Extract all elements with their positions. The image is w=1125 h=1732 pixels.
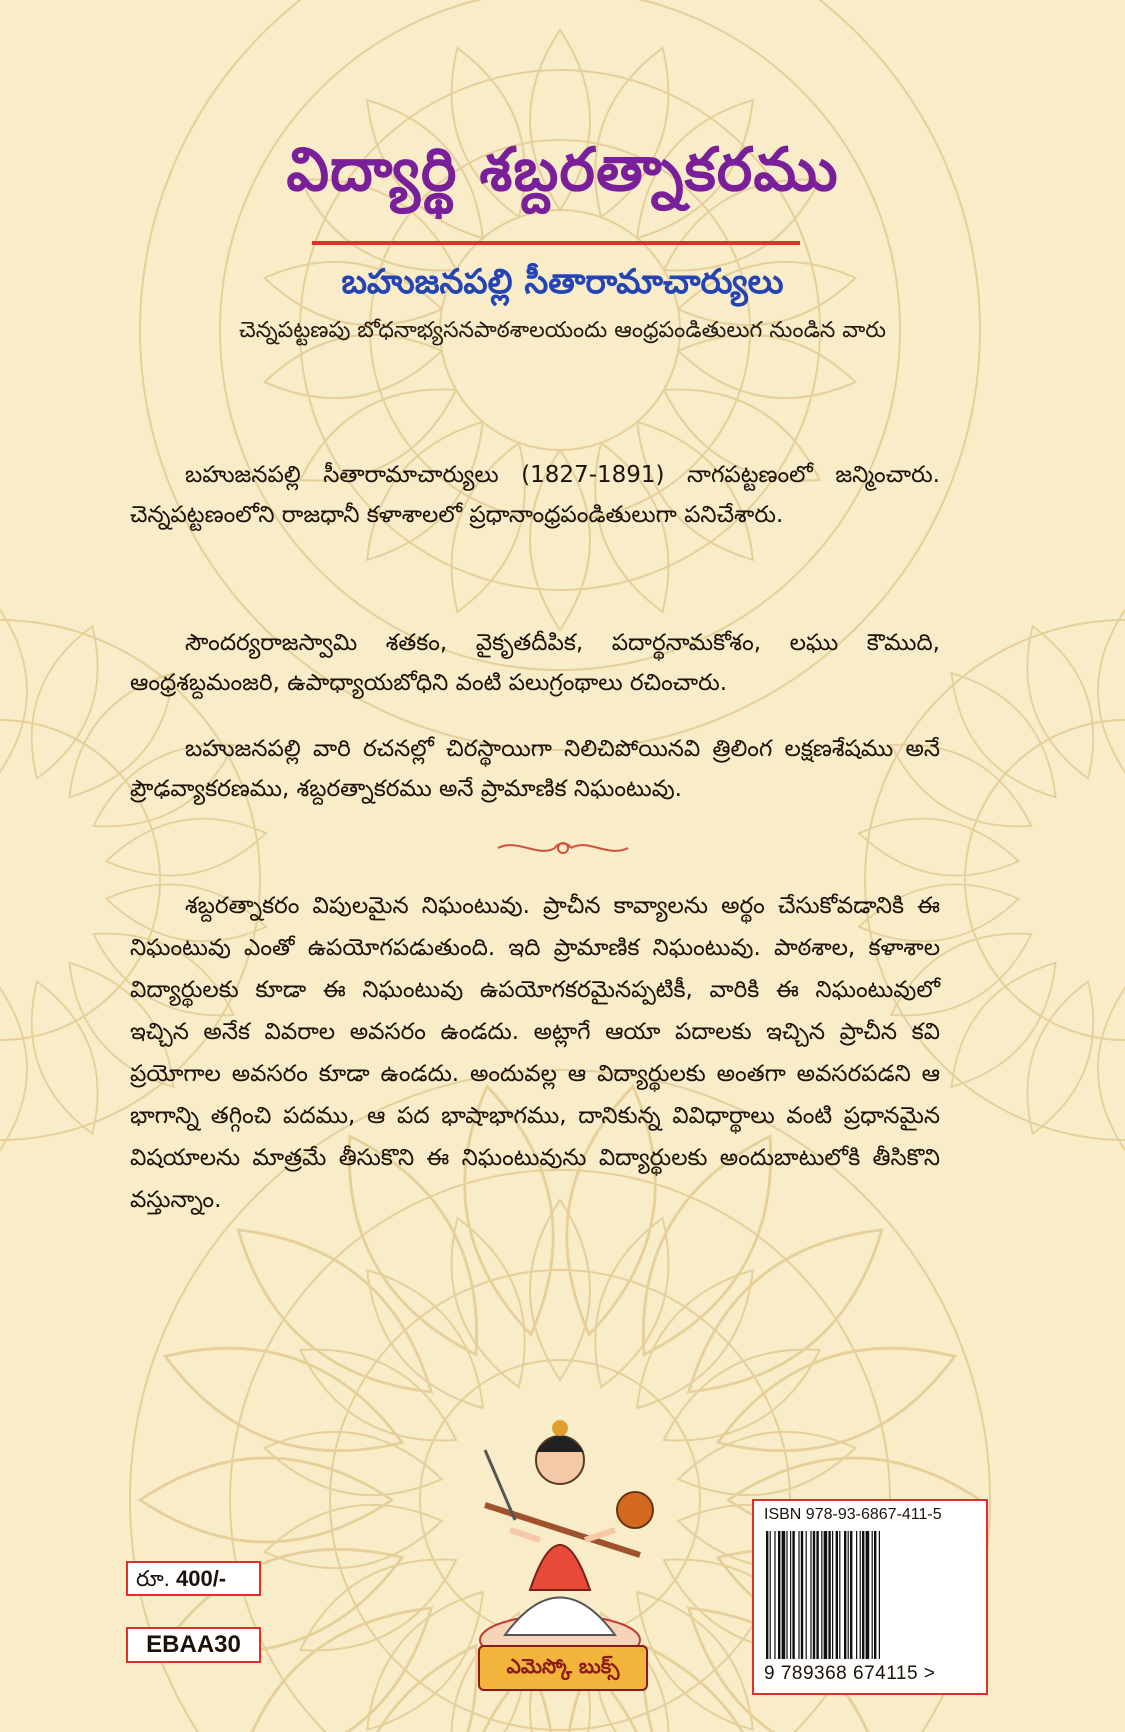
barcode-bar xyxy=(766,1531,768,1659)
barcode-bar xyxy=(770,1531,771,1659)
barcode-bar xyxy=(836,1531,838,1659)
barcode-bar xyxy=(862,1531,864,1659)
barcode-bar xyxy=(801,1531,803,1659)
barcode-bar xyxy=(786,1531,787,1659)
author-subtitle: చెన్నపట్టణపు బోధనాభ్యసనపాఠశాలయందు ఆంధ్రపండితులుగ నుండిన వారు xyxy=(238,318,886,343)
bio-text: బహుజనపల్లి సీతారామాచార్యులు (1827-1891) నాగపట్టణంలో జన్మించారు. చెన్నపట్టణంలోని రాజధానీ కళాశాలలో ప్రధానాంధ్రపండితులుగా పనిచేశారు. xyxy=(130,462,940,528)
barcode-bar xyxy=(816,1531,818,1659)
price-prefix: రూ. xyxy=(136,1566,170,1591)
bio-paragraph xyxy=(130,623,940,703)
isbn-label: ISBN 978-93-6867-411-5 xyxy=(764,1506,942,1523)
isbn-block xyxy=(752,1499,988,1695)
barcode-bar xyxy=(844,1531,846,1659)
barcode-bar xyxy=(872,1531,873,1659)
barcode-bar xyxy=(810,1531,811,1659)
book-description xyxy=(130,885,940,1221)
publisher-logo: ఎమెస్కో బుక్స్ xyxy=(478,1645,648,1691)
price-label xyxy=(126,1561,261,1596)
barcode-bar xyxy=(850,1531,852,1659)
barcode-bar xyxy=(821,1531,822,1659)
bio-text: బహుజనపల్లి వారి రచనల్లో చిరస్థాయిగా నిలిచిపోయినవి త్రిలింగ లక్షణశేషము అనే ప్రౌఢవ్యాకరణము, శబ్దరత్నాకరము అనే ప్రామాణిక నిఘంటువు. xyxy=(130,736,940,802)
barcode-bar xyxy=(839,1531,840,1659)
barcode xyxy=(764,1531,978,1659)
barcode-bar xyxy=(798,1531,799,1659)
barcode-bar xyxy=(782,1531,786,1659)
title-divider xyxy=(312,241,800,245)
barcode-bar xyxy=(879,1531,880,1659)
barcode-bar xyxy=(860,1531,861,1659)
bio-paragraph xyxy=(130,455,940,535)
barcode-bar xyxy=(778,1531,780,1659)
barcode-bar xyxy=(774,1531,775,1659)
barcode-bar xyxy=(813,1531,815,1659)
barcode-bar xyxy=(866,1531,870,1659)
barcode-bar xyxy=(790,1531,791,1659)
book-title: విద్యార్థి శబ్దరత్నాకరము xyxy=(286,135,839,205)
barcode-bar xyxy=(824,1531,828,1659)
barcode-bar xyxy=(856,1531,857,1659)
bio-text: సౌందర్యరాజస్వామి శతకం, వైకృతదీపిక, పదార్థనామకోశం, లఘు కౌముది, ఆంధ్రశబ్దమంజరి, ఉపాధ్యాయబోధిని వంటి పలుగ్రంథాలు రచించారు. xyxy=(130,630,940,696)
book-code: EBAA30 xyxy=(126,1627,261,1663)
barcode-bar xyxy=(806,1531,807,1659)
price-value: 400/- xyxy=(175,1566,227,1591)
barcode-bar xyxy=(874,1531,876,1659)
author-name: బహుజనపల్లి సీతారామాచార్యులు xyxy=(341,262,784,302)
description-text: శబ్దరత్నాకరం విపులమైన నిఘంటువు. ప్రాచీన కావ్యాలను అర్థం చేసుకోవడానికి ఈ నిఘంటువు ఎంతో ఉపయోగపడుతుంది. ఇది ప్రామాణిక నిఘంటువు. పాఠశాల, కళాశాల విద్యార్థులకు కూడా ఈ నిఘంటువు ఉపయోగకరమైనప్పటికీ, వారికి ఈ నిఘంటువులో ఇచ్చిన అనేక వివరాల అవసరం ఉండదు. అట్లాగే ఆయా పదాలకు ఇచ్చిన ప్రాచీన కవి ప్రయోగాల అవసరం కూడా ఉండదు. అందువల్ల ఆ విద్యార్థులకు అంతగా అవసరపడని ఆ భాగాన్ని తగ్గించి పదము, ఆ పద భాషాభాగము, దానికున్న వివిధార్థాలు వంటి ప్రధానమైన విషయాలను మాత్రమే తీసుకొని ఈ నిఘంటువును విద్యార్థులకు అందుబాటులోకి తీసికొని వస్తున్నాం. xyxy=(130,893,940,1213)
barcode-bar xyxy=(848,1531,849,1659)
barcode-bar xyxy=(792,1531,794,1659)
barcode-bar xyxy=(828,1531,830,1659)
barcode-bar xyxy=(832,1531,833,1659)
barcode-digits: 9 789368 674115 > xyxy=(764,1663,936,1684)
ornament-divider xyxy=(493,836,633,860)
bio-paragraph xyxy=(130,729,940,809)
